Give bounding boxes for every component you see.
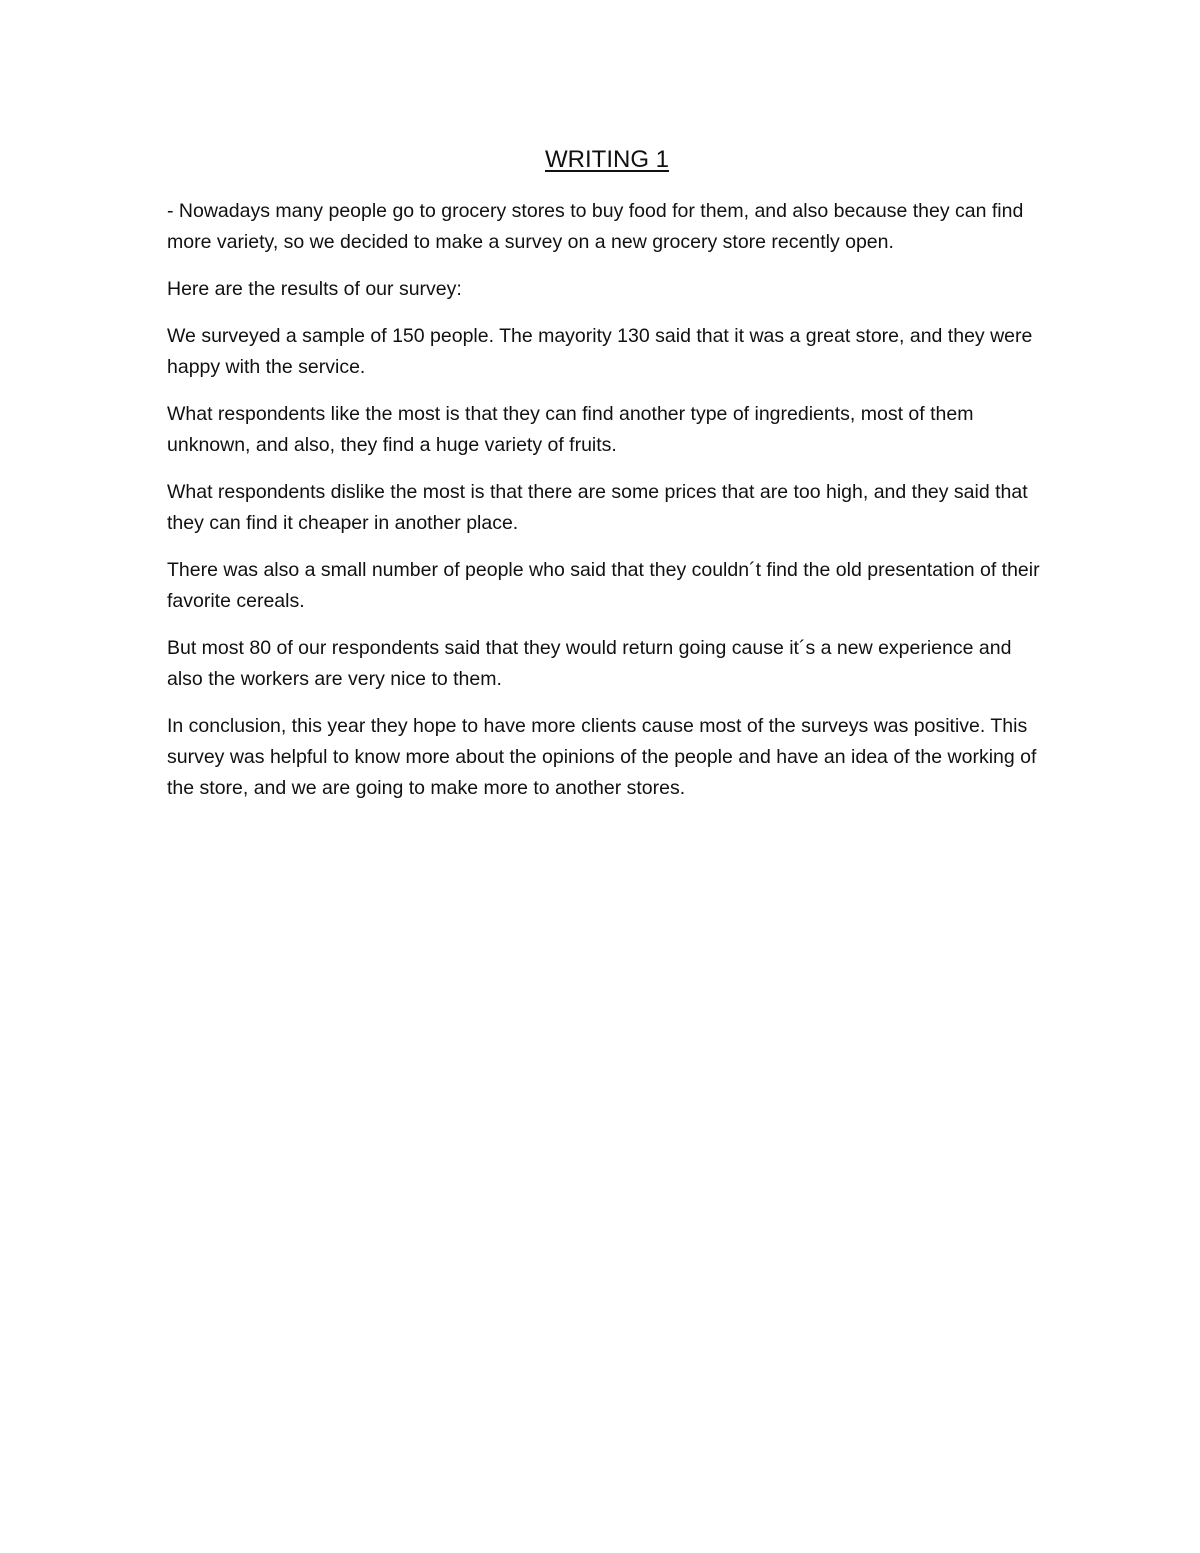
- paragraph-sample: We surveyed a sample of 150 people. The mayority 130 said that it was a great store, and they were happy with the service.: [167, 325, 1033, 378]
- paragraph-intro: - Nowadays many people go to grocery stores to buy food for them, and also because they can find more variety, so we decided to make a survey on a new grocery store recently open.: [167, 200, 1024, 253]
- paragraph-likes: What respondents like the most is that they can find another type of ingredients, most of them unknown, and also, they find a huge variety of fruits.: [167, 403, 974, 456]
- document-title: WRITING 1: [545, 146, 669, 173]
- paragraph-return: But most 80 of our respondents said that they would return going cause it´s a new experience and also the workers are very nice to them.: [167, 637, 1012, 690]
- paragraph-conclusion: In conclusion, this year they hope to have more clients cause most of the surveys was positive. This survey was helpful to know more about the opinions of the people and have an idea of the working of the store, and we are going to make more to another stores.: [167, 715, 1037, 799]
- paragraph-cereals: There was also a small number of people who said that they couldn´t find the old presentation of their favorite cereals.: [167, 559, 1040, 612]
- paragraph-dislikes: What respondents dislike the most is that there are some prices that are too high, and they said that they can find it cheaper in another place.: [167, 481, 1028, 534]
- document-body: [167, 140, 1047, 820]
- paragraph-results-heading: Here are the results of our survey:: [167, 278, 462, 300]
